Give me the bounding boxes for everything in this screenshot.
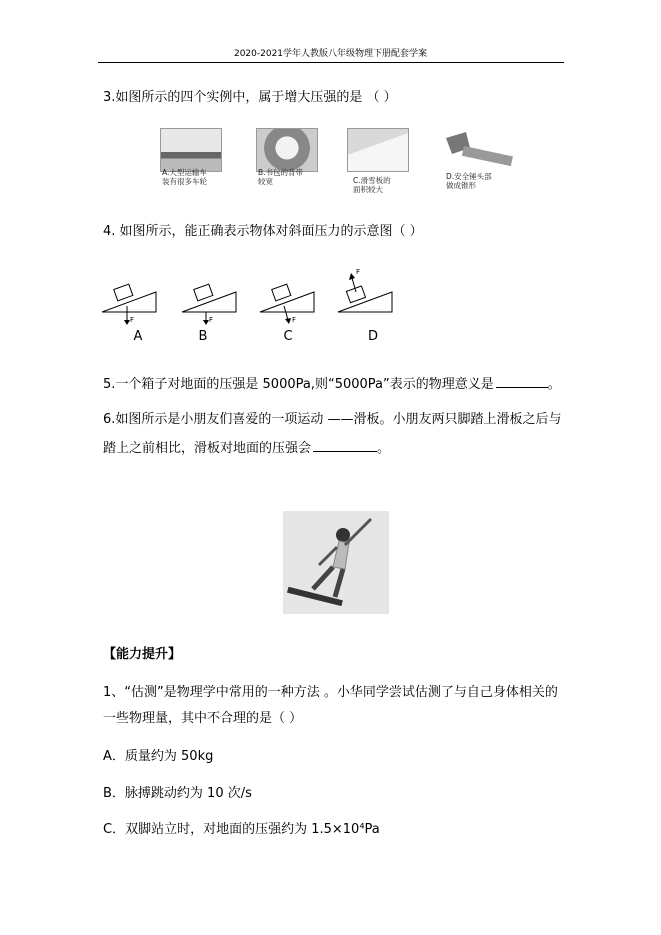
skateboarder-image [283,511,389,614]
header-divider [98,62,564,63]
option-b: B [198,329,208,344]
option-d: D [367,329,378,344]
q1-option-c: C．双脚站立时，对地面的压强约为 1.5×10⁴Pa [103,822,380,837]
ski-image [347,128,409,172]
force-label-c: F [292,316,297,324]
q1-option-a: A．质量约为 50kg [103,749,214,764]
force-label-b: F [209,316,214,324]
option-c: C [283,329,293,344]
incline-diagrams [96,262,396,330]
incline-b [182,284,236,325]
answer-blank-q5 [496,387,548,388]
question-4-text: 4. 如图所示，能正确表示物体对斜面压力的示意图（ ） [103,224,423,239]
q1-option-b: B．脉搏跳动约为 10 次/s [103,786,252,801]
question-6-line2: 踏上之前相比，滑板对地面的压强会 。 [103,441,391,456]
question-1-line2: 一些物理量，其中不合理的是（ ） [103,711,303,726]
q3-image-c [347,128,409,194]
incline-c [260,284,314,324]
section-title: 【能力提升】 [103,647,182,662]
question-5-text: 5.一个箱子对地面的压强是 5000Pa,则“5000Pa”表示的物理意义是 [103,377,494,392]
question-5: 5.一个箱子对地面的压强是 5000Pa,则“5000Pa”表示的物理意义是 。 [103,377,561,392]
question-1-line1: 1、“估测”是物理学中常用的一种方法 。小华同学尝试估测了与自己身体相关的 [103,685,558,700]
q3-image-b [256,128,318,186]
question-3-text: 3.如图所示的四个实例中，属于增大压强的是 （ ） [103,90,397,105]
q3-image-a [160,128,222,186]
incline-a [102,284,156,325]
q3-caption-b: B.书包的背带 较宽 [258,168,304,186]
q3-caption-d: D.安全锤头部 做成锥形 [446,172,492,190]
answer-blank-q6 [313,451,377,452]
force-label-a: F [130,316,135,324]
incline-d [338,268,392,312]
q3-image-d [440,126,520,190]
question-6-line1: 6.如图所示是小朋友们喜爱的一项运动 ——滑板。小朋友两只脚踏上滑板之后与 [103,412,562,427]
q3-caption-a: A.大型运输车 装有很多车轮 [162,168,207,186]
page-header: 2020-2021学年人教版八年级物理下册配套学案 [233,49,428,59]
backpack-image [256,128,318,172]
q3-caption-c: C.滑雪板的 面积较大 [353,176,391,194]
truck-image [160,128,222,172]
safety-hammer-image [440,126,520,174]
force-label-d: F [356,268,361,276]
option-a: A [133,329,143,344]
